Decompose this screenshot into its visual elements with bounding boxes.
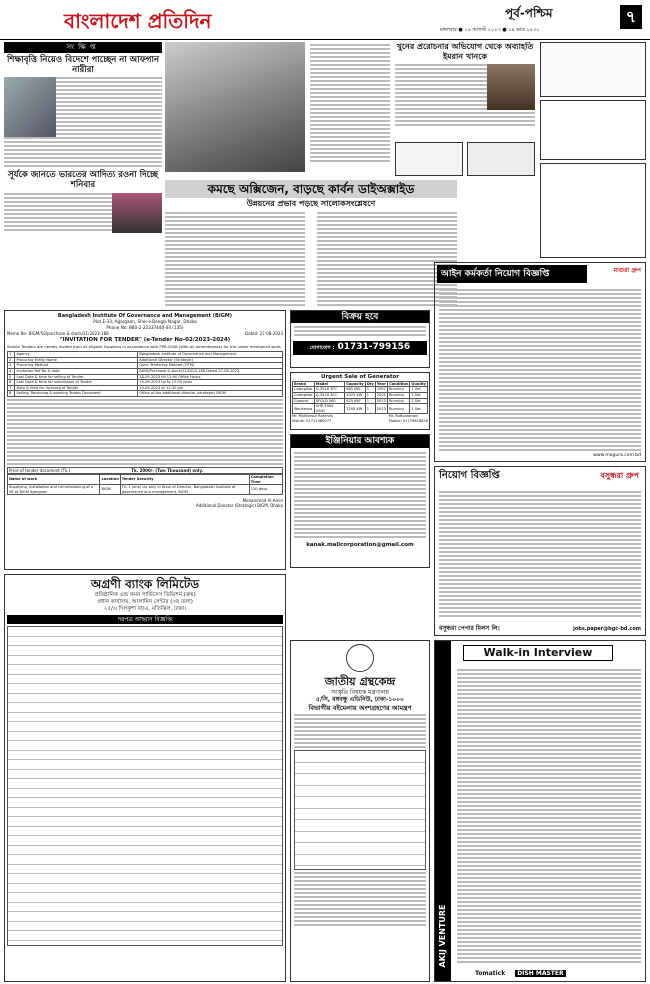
agrani-line2: প্রধান কার্যালয়, আলামিন সেন্টার (৩য় তলা)	[97, 598, 193, 605]
traffic-photo	[165, 42, 305, 172]
brief1-headline: শিক্ষাবৃত্তি নিয়েও বিদেশে পাচ্ছেন না আফগান নারীরা	[6, 55, 160, 75]
bigm-info-cell: 6	[8, 380, 15, 386]
generator-cell: G-3516 3FC	[314, 393, 344, 399]
akij-brand-2: DISH MASTER	[517, 969, 564, 977]
bigm-info-cell: 3	[8, 363, 15, 369]
bigm-phone: Phone No: 880-2-22337440-44 (135)	[106, 324, 184, 330]
generator-cell: Waukesha	[293, 404, 315, 414]
masthead-section: পূর্ব-পশ্চিম	[505, 6, 553, 20]
bigm-info-cell: 18-09-2023 till 12:00 Office Hours	[138, 374, 283, 380]
small-ad-left	[395, 142, 463, 176]
right-top-ads	[540, 42, 646, 262]
gk-banner: বিভাগীয় বইমেলায় অংশগ্রহণের আমন্ত্রণ	[308, 703, 412, 712]
generator-header: Qty	[366, 381, 374, 386]
generator-cell: 1	[365, 393, 375, 399]
generator-cell: 2013	[375, 404, 387, 414]
generator-cell: 1	[365, 404, 375, 414]
bigm-info-cell: Agency	[15, 352, 138, 358]
engineer-title: ইঞ্জিনিয়ার আবশ্যক	[291, 435, 429, 448]
bigm-info-cell: 5	[8, 374, 15, 380]
bigm-info-table	[7, 351, 283, 397]
sale-contact-label: যোগাযোগ :	[309, 345, 335, 351]
law-brand: মাগুরা গ্রুপ	[613, 267, 641, 274]
generator-cell: 1 Set	[410, 404, 428, 414]
sale-body	[291, 323, 429, 339]
td-location: BIGM	[100, 485, 120, 495]
bigm-title: "INVITATION FOR TENDER" (e-Tender No-02/2023-2024)	[59, 336, 231, 343]
bigm-info-cell: Last Date & time for submission of Tender	[15, 380, 138, 386]
sale-ad	[290, 310, 430, 368]
th-location: Location	[100, 474, 120, 484]
bigm-info-cell: 1	[8, 352, 15, 358]
generator-title: Urgent Sale of Generator	[320, 374, 400, 380]
agrani-title: অগ্রণী ব্যাংক লিমিটেড	[90, 577, 200, 591]
generator-cell: 1 Set	[410, 393, 428, 399]
generator-header: Model	[314, 381, 344, 387]
generator-cell: Caterpillar	[294, 393, 313, 398]
td-work: Supplying, Installation and commissioning of a lift at BIGM Agargaon	[8, 485, 100, 495]
law-title: আইন কর্মকর্তা নিয়োগ বিজ্ঞপ্তি	[437, 265, 587, 283]
akij-brand-1: Tomatick	[475, 969, 506, 977]
akij-body	[457, 667, 641, 965]
agrani-line3: ২৫/এ দিলকুশা বা/এ, মতিঝিল, ঢাকা।	[103, 605, 187, 612]
generator-cell: SFGLD 560	[314, 398, 344, 404]
bigm-info-cell: Last Date & time for selling of Tender	[15, 374, 138, 380]
generator-cell: Running	[387, 404, 409, 414]
gen-contact1-name: Mr. Mokhlesur Rahman	[292, 414, 334, 419]
sale-title: বিক্রয় হবে	[291, 311, 429, 323]
imran-story	[395, 42, 535, 178]
gk-body	[291, 714, 429, 748]
bigm-info-cell: Open Tendering Method (OTM)	[138, 363, 283, 369]
bigm-signature: Mohammad Al-Amin	[242, 498, 283, 504]
generator-cell: Guascor	[293, 398, 315, 404]
engineer-email: kanak.malicorporation@gmail.com	[306, 542, 414, 548]
bashundhara-footer: বসুন্ধরা পেপার মিলস লি:	[439, 624, 501, 632]
bigm-info-cell: 7	[8, 385, 15, 391]
bigm-info-cell: Date & time for Opening of Tender	[15, 385, 138, 391]
generator-cell: 825 KW	[345, 398, 365, 404]
generator-cell: 1	[365, 387, 375, 393]
brief2-headline: সূর্যকে জানতে ভারতের আদিত্য রওনা দিচ্ছে শনিবার	[7, 170, 159, 190]
generator-header: Capacity	[346, 381, 364, 386]
bigm-eligibility	[7, 399, 283, 465]
bigm-info-cell: 4	[8, 369, 15, 375]
generator-cell: Running	[387, 387, 409, 393]
td-completion: 120 days	[249, 485, 282, 495]
bashundhara-ad	[434, 466, 646, 636]
right-ad-1	[540, 42, 646, 97]
agrani-line1: প্রতিষ্ঠানিক এন্ড কমন সার্ভিসেস ডিভিশন (ক্রয়)	[94, 592, 196, 598]
generator-cell: Running	[387, 398, 409, 404]
generator-cell: Caterpillar	[294, 387, 313, 392]
generator-header: Quality	[411, 381, 426, 386]
td-security: Tk. 1 (one) lac only in favor of Director, Bangladesh Institute of governance and management, BIGM	[120, 485, 249, 495]
masthead-logo: বাংলাদেশ প্রতিদিন	[64, 9, 212, 33]
column-header: সংক্ষিপ্ত	[4, 42, 162, 53]
agrani-table	[7, 626, 283, 946]
generator-header: Brand	[293, 381, 315, 387]
granthakendra-ad	[290, 640, 430, 982]
bigm-info-cell: 8	[8, 391, 15, 397]
bigm-info-cell: BIGM/Purchase & stock/21/2023-188,Dated 27-08-2023	[138, 369, 283, 375]
bashundhara-title: নিয়োগ বিজ্ঞপ্তি	[439, 470, 500, 481]
bigm-info-cell: Bangladesh Institute of Governance and Management	[138, 352, 283, 358]
gk-subtitle: সংস্কৃতি বিষয়ক মন্ত্রণালয়	[331, 688, 389, 696]
agrani-banner: দরপত্র আহ্বান বিজ্ঞপ্তি	[7, 615, 283, 624]
gen-contact2-name: Mr. Rafiuzzaman	[388, 414, 419, 419]
engineer-body	[291, 448, 429, 542]
th-completion: Completion Time	[249, 474, 282, 484]
gk-address: ৫/সি, বঙ্গবন্ধু এভিনিউ, ঢাকা-১০০০	[316, 696, 404, 704]
gk-title: জাতীয় গ্রন্থকেন্দ্র	[324, 675, 396, 688]
gk-logo	[346, 644, 374, 672]
law-body	[439, 287, 641, 453]
gen-contact1-phone: Mobile: 01711080077	[292, 418, 332, 423]
th-work: Name of work	[8, 474, 100, 484]
generator-ad	[290, 372, 430, 430]
law-officer-ad	[434, 262, 646, 462]
bigm-intro: Sealed Tenders are hereby invited from all eligible Suppliers in accordance with PPR-2008 (With all amendments) for the under mentioned work.	[7, 343, 282, 349]
bigm-info-cell: Additional Director (Strategic)	[138, 357, 283, 363]
bigm-price-label: Price of tender document (Tk.)	[9, 467, 71, 473]
generator-cell: VHP 5904 GSID	[314, 404, 344, 414]
bigm-info-cell: 19-09-2023 at 12:30 pm	[138, 385, 283, 391]
brief2-photo	[112, 193, 162, 233]
bigm-info-cell: 2	[8, 357, 15, 363]
generator-cell: 1997	[376, 387, 386, 392]
gen-contact2-phone: Mobile: 01729618826	[388, 418, 428, 423]
main-story	[165, 180, 457, 310]
bashundhara-email: jobs.paper@bgc-bd.com	[573, 625, 641, 632]
generator-cell: 2001	[376, 393, 386, 398]
bigm-info-cell: Procuring Entity Name	[15, 357, 138, 363]
imran-photo	[487, 64, 535, 110]
main-story-subhead: উন্নয়নের প্রভাব পড়ছে সালোকসংশ্লেষণে	[246, 199, 376, 208]
th-security: Tender Security	[120, 474, 249, 484]
akij-side-brand: AKIJ VENTURE	[438, 904, 447, 968]
agrani-ad	[4, 574, 286, 982]
main-story-body-left	[165, 210, 305, 308]
bigm-org: Bangladesh Institute Of Governance and Management (BIGM)	[57, 313, 233, 319]
bigm-info-cell: Office of the additional director (strategic) BIGM	[138, 391, 283, 397]
bigm-info-cell: Invitation Ref No & date	[15, 369, 138, 375]
small-ad-right	[467, 142, 535, 176]
bigm-work-table	[7, 474, 283, 495]
generator-header: Condition	[388, 381, 409, 386]
bigm-info-cell: Selling, Receiving & opening Tender Document	[15, 391, 138, 397]
engineer-ad	[290, 434, 430, 568]
bigm-price-value: Tk. 2000/- (Two Thousand) only.	[131, 467, 204, 473]
generator-cell: 1200 KW	[345, 404, 365, 414]
generator-cell: 1025 KW	[345, 393, 365, 399]
generator-cell: 1 Set	[410, 398, 428, 404]
top-middle-story	[165, 42, 390, 177]
generator-cell: Running	[387, 393, 409, 399]
right-ad-2	[540, 100, 646, 160]
bigm-memo: Memo No- BIGM/50/purchase & stock/21/2023-188	[7, 330, 109, 336]
bigm-signature-title: Additional Director (Strategic) BIGM, Dhaka	[196, 503, 283, 509]
brief1-photo	[4, 77, 56, 137]
gk-body2	[291, 872, 429, 926]
generator-row	[293, 404, 428, 414]
bigm-address: Plot E-33, Agargaon, Sher-e-Bangla Nagar, Dhaka	[93, 319, 197, 325]
generator-cell: 865 KW	[345, 387, 365, 393]
brief-column	[4, 42, 162, 304]
bigm-info-cell: Procuring Method	[15, 363, 138, 369]
akij-walkin: Walk-in Interview	[463, 645, 613, 661]
generator-table	[292, 381, 428, 415]
masthead	[0, 0, 650, 40]
masthead-date: মঙ্গলবার ● ২৯ আগস্ট ২০২৩ ● ১৪ ভাদ্র ১৪৩০	[440, 27, 540, 33]
sale-phone: 01731-799156	[337, 342, 411, 352]
bashundhara-body	[439, 489, 641, 619]
generator-header: Year	[376, 381, 386, 386]
bigm-dated: Dated: 27-08-2023	[245, 330, 283, 336]
bigm-info-cell: 19-09-2023 up to 12.00 noon	[138, 380, 283, 386]
bashundhara-brand: বসুন্ধরা গ্রুপ	[600, 471, 639, 480]
generator-cell: 2013	[376, 398, 386, 403]
generator-cell: 1 Set	[410, 387, 428, 393]
right-ad-3	[540, 163, 646, 258]
page-number: ৭	[620, 5, 642, 29]
imran-headline: খুনের প্ররোচনার অভিযোগ থেকে অব্যাহতি ইমরান খানকে	[396, 42, 534, 61]
main-story-headline: কমছে অক্সিজেন, বাড়ছে কার্বন ডাইঅক্সাইড	[165, 180, 457, 198]
gk-table	[294, 750, 426, 870]
akij-ad	[434, 640, 646, 982]
generator-cell: 1	[365, 398, 375, 404]
top-middle-text	[310, 42, 390, 164]
generator-cell: G-3516 3FC	[314, 387, 344, 393]
bigm-info-row	[8, 391, 283, 397]
bigm-tender	[4, 310, 286, 570]
law-url: www.magura.com.bd	[593, 453, 641, 459]
